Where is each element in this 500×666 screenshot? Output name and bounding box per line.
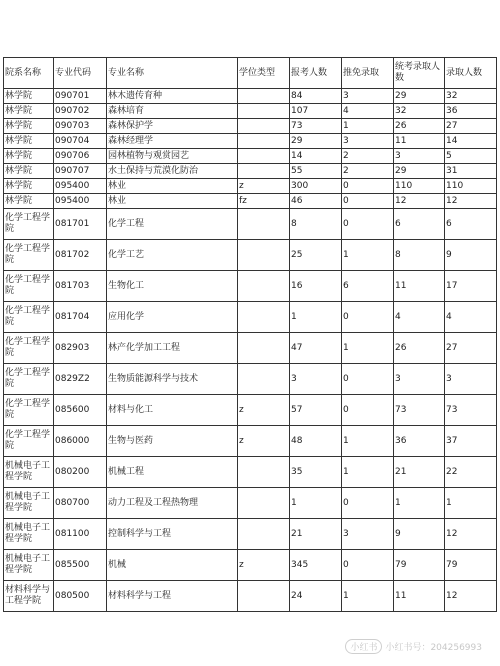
table-cell — [238, 240, 290, 271]
table-cell: 081702 — [54, 240, 107, 271]
table-cell: 12 — [445, 519, 497, 550]
table-cell: 110 — [445, 179, 497, 194]
table-cell: 材料科学与工程 — [107, 581, 238, 612]
table-cell: 林学院 — [4, 194, 54, 209]
table-body — [4, 89, 497, 612]
table-cell: 0 — [342, 488, 394, 519]
header-row — [4, 58, 497, 89]
table-cell: 14 — [290, 149, 342, 164]
table-cell: 12 — [394, 194, 445, 209]
table-cell: 化学工程学院 — [4, 426, 54, 457]
table-cell: 化学工程 — [107, 209, 238, 240]
table-cell: 12 — [445, 581, 497, 612]
table-cell: 21 — [394, 457, 445, 488]
header-cell: 学位类型 — [238, 58, 290, 89]
table-cell — [238, 519, 290, 550]
table-cell: 0 — [342, 179, 394, 194]
table-cell — [238, 149, 290, 164]
table-cell: 生物质能源科学与技术 — [107, 364, 238, 395]
table-row — [4, 240, 497, 271]
table-cell: 2 — [342, 164, 394, 179]
table-cell: 2 — [342, 149, 394, 164]
table-cell: 24 — [290, 581, 342, 612]
table-cell: 机械电子工程学院 — [4, 519, 54, 550]
table-cell: 化学工程学院 — [4, 240, 54, 271]
table-cell: 37 — [445, 426, 497, 457]
table-row — [4, 333, 497, 364]
table-cell: 林学院 — [4, 89, 54, 104]
table-cell: 应用化学 — [107, 302, 238, 333]
table-cell: 1 — [290, 488, 342, 519]
table-cell — [238, 104, 290, 119]
table-cell: 0 — [342, 550, 394, 581]
table-cell: 085600 — [54, 395, 107, 426]
table-cell — [238, 488, 290, 519]
table-cell — [238, 581, 290, 612]
table-cell: 1 — [342, 581, 394, 612]
table-cell: 化学工艺 — [107, 240, 238, 271]
table-cell — [238, 364, 290, 395]
table-row — [4, 550, 497, 581]
table-cell: 29 — [394, 164, 445, 179]
table-cell: 36 — [445, 104, 497, 119]
table-cell: 29 — [290, 134, 342, 149]
table-cell: 林业 — [107, 179, 238, 194]
table-row — [4, 209, 497, 240]
table-cell: 300 — [290, 179, 342, 194]
table-cell — [238, 209, 290, 240]
table-cell: 73 — [394, 395, 445, 426]
table-cell: 林学院 — [4, 179, 54, 194]
table-cell: 材料科学与工程学院 — [4, 581, 54, 612]
table-cell: 5 — [445, 149, 497, 164]
table-cell: 化学工程学院 — [4, 271, 54, 302]
table-cell: 345 — [290, 550, 342, 581]
table-cell: 095400 — [54, 194, 107, 209]
header-cell: 专业代码 — [54, 58, 107, 89]
table-cell: 6 — [394, 209, 445, 240]
table-cell: 1 — [342, 426, 394, 457]
table-cell — [238, 271, 290, 302]
table-cell — [238, 134, 290, 149]
table-cell — [238, 119, 290, 134]
table-cell: 林学院 — [4, 104, 54, 119]
table-row — [4, 302, 497, 333]
table-cell — [238, 302, 290, 333]
table-cell: 材料与化工 — [107, 395, 238, 426]
table-cell: 林产化学加工工程 — [107, 333, 238, 364]
table-cell: 095400 — [54, 179, 107, 194]
table-cell: z — [238, 179, 290, 194]
table-row — [4, 119, 497, 134]
table-cell: 8 — [290, 209, 342, 240]
header-cell: 统考录取人数 — [394, 58, 445, 89]
table-cell: 17 — [445, 271, 497, 302]
table-cell: 081704 — [54, 302, 107, 333]
table-cell: 090703 — [54, 119, 107, 134]
table-cell: fz — [238, 194, 290, 209]
table-cell: 3 — [394, 364, 445, 395]
watermark-logo: 小红书 — [345, 639, 382, 654]
table-cell: 3 — [394, 149, 445, 164]
header-cell: 推免录取 — [342, 58, 394, 89]
table-cell: 36 — [394, 426, 445, 457]
table-cell: 090706 — [54, 149, 107, 164]
table-cell: 8 — [394, 240, 445, 271]
table-cell: 0829Z2 — [54, 364, 107, 395]
table-cell — [238, 89, 290, 104]
table-cell: 73 — [445, 395, 497, 426]
table-cell: 21 — [290, 519, 342, 550]
table-cell: 48 — [290, 426, 342, 457]
table-cell: 林木遗传育种 — [107, 89, 238, 104]
table-cell: 84 — [290, 89, 342, 104]
table-cell: 机械电子工程学院 — [4, 457, 54, 488]
table-cell: 29 — [394, 89, 445, 104]
table-cell: 3 — [342, 519, 394, 550]
table-row — [4, 164, 497, 179]
table-cell: 1 — [445, 488, 497, 519]
table-cell: 4 — [394, 302, 445, 333]
table-cell: 73 — [290, 119, 342, 134]
table-cell: 9 — [445, 240, 497, 271]
table-cell: 081703 — [54, 271, 107, 302]
table-cell: 机械 — [107, 550, 238, 581]
table-cell: 082903 — [54, 333, 107, 364]
header-cell: 报考人数 — [290, 58, 342, 89]
admission-table-container — [3, 57, 497, 612]
table-cell: 园林植物与观赏园艺 — [107, 149, 238, 164]
table-cell: 22 — [445, 457, 497, 488]
admission-table — [3, 57, 497, 612]
table-row — [4, 364, 497, 395]
table-cell: 控制科学与工程 — [107, 519, 238, 550]
table-cell: z — [238, 550, 290, 581]
table-row — [4, 519, 497, 550]
table-cell: 化学工程学院 — [4, 395, 54, 426]
table-cell: 090707 — [54, 164, 107, 179]
table-row — [4, 149, 497, 164]
table-cell: z — [238, 395, 290, 426]
table-cell: 林学院 — [4, 164, 54, 179]
table-cell: 26 — [394, 333, 445, 364]
watermark — [345, 639, 482, 654]
table-cell: 085500 — [54, 550, 107, 581]
table-row — [4, 89, 497, 104]
table-cell — [238, 457, 290, 488]
table-cell: 31 — [445, 164, 497, 179]
table-row — [4, 134, 497, 149]
table-cell: 110 — [394, 179, 445, 194]
table-cell — [238, 164, 290, 179]
table-cell: 0 — [342, 302, 394, 333]
table-cell: 35 — [290, 457, 342, 488]
table-cell: 化学工程学院 — [4, 302, 54, 333]
table-cell: 081701 — [54, 209, 107, 240]
table-cell: 机械工程 — [107, 457, 238, 488]
table-row — [4, 179, 497, 194]
table-cell: 机械电子工程学院 — [4, 488, 54, 519]
header-cell: 专业名称 — [107, 58, 238, 89]
table-cell: 32 — [394, 104, 445, 119]
table-cell: 090704 — [54, 134, 107, 149]
header-cell: 录取人数 — [445, 58, 497, 89]
table-cell: 0 — [342, 194, 394, 209]
table-cell: 32 — [445, 89, 497, 104]
table-cell: 14 — [445, 134, 497, 149]
table-cell: 086000 — [54, 426, 107, 457]
table-cell: 9 — [394, 519, 445, 550]
table-cell: 25 — [290, 240, 342, 271]
table-cell: 6 — [445, 209, 497, 240]
header-cell: 院系名称 — [4, 58, 54, 89]
table-cell — [238, 333, 290, 364]
table-cell: 林学院 — [4, 134, 54, 149]
table-cell: 55 — [290, 164, 342, 179]
table-cell: 1 — [290, 302, 342, 333]
table-cell: 79 — [445, 550, 497, 581]
table-cell: 16 — [290, 271, 342, 302]
table-cell: 生物化工 — [107, 271, 238, 302]
table-row — [4, 488, 497, 519]
table-cell: 4 — [342, 104, 394, 119]
table-cell: 动力工程及工程热物理 — [107, 488, 238, 519]
table-cell: 080700 — [54, 488, 107, 519]
watermark-text: 小红书号：204256993 — [385, 643, 482, 653]
table-cell: 化学工程学院 — [4, 209, 54, 240]
table-cell: 化学工程学院 — [4, 333, 54, 364]
table-cell: 0 — [342, 395, 394, 426]
table-cell: 3 — [290, 364, 342, 395]
table-cell: 0 — [342, 364, 394, 395]
table-cell: 1 — [342, 333, 394, 364]
table-cell: 6 — [342, 271, 394, 302]
table-cell: 11 — [394, 271, 445, 302]
table-cell: 57 — [290, 395, 342, 426]
table-cell: 79 — [394, 550, 445, 581]
table-cell: 11 — [394, 134, 445, 149]
table-cell: 47 — [290, 333, 342, 364]
table-cell: 3 — [342, 89, 394, 104]
table-cell: 090702 — [54, 104, 107, 119]
table-cell: 27 — [445, 333, 497, 364]
table-cell: 1 — [342, 119, 394, 134]
table-cell: 46 — [290, 194, 342, 209]
table-cell: 1 — [394, 488, 445, 519]
table-row — [4, 271, 497, 302]
table-cell: 080500 — [54, 581, 107, 612]
table-cell: 12 — [445, 194, 497, 209]
table-cell: 26 — [394, 119, 445, 134]
table-cell: 3 — [342, 134, 394, 149]
table-cell: 林学院 — [4, 119, 54, 134]
table-cell: 林业 — [107, 194, 238, 209]
table-cell: 11 — [394, 581, 445, 612]
table-cell: 3 — [445, 364, 497, 395]
table-row — [4, 104, 497, 119]
table-cell: 4 — [445, 302, 497, 333]
table-cell: 0 — [342, 209, 394, 240]
table-cell: 森林经理学 — [107, 134, 238, 149]
table-row — [4, 395, 497, 426]
table-row — [4, 457, 497, 488]
table-cell: 1 — [342, 240, 394, 271]
table-cell: 081100 — [54, 519, 107, 550]
table-row — [4, 426, 497, 457]
table-cell: 机械电子工程学院 — [4, 550, 54, 581]
table-row — [4, 194, 497, 209]
table-cell: 107 — [290, 104, 342, 119]
table-cell: 生物与医药 — [107, 426, 238, 457]
table-cell: 1 — [342, 457, 394, 488]
table-cell: 水土保持与荒漠化防治 — [107, 164, 238, 179]
table-cell: 森林保护学 — [107, 119, 238, 134]
table-row — [4, 581, 497, 612]
table-cell: 080200 — [54, 457, 107, 488]
table-cell: 林学院 — [4, 149, 54, 164]
table-cell: 化学工程学院 — [4, 364, 54, 395]
table-cell: 090701 — [54, 89, 107, 104]
table-cell: 森林培育 — [107, 104, 238, 119]
table-cell: 27 — [445, 119, 497, 134]
table-cell: z — [238, 426, 290, 457]
